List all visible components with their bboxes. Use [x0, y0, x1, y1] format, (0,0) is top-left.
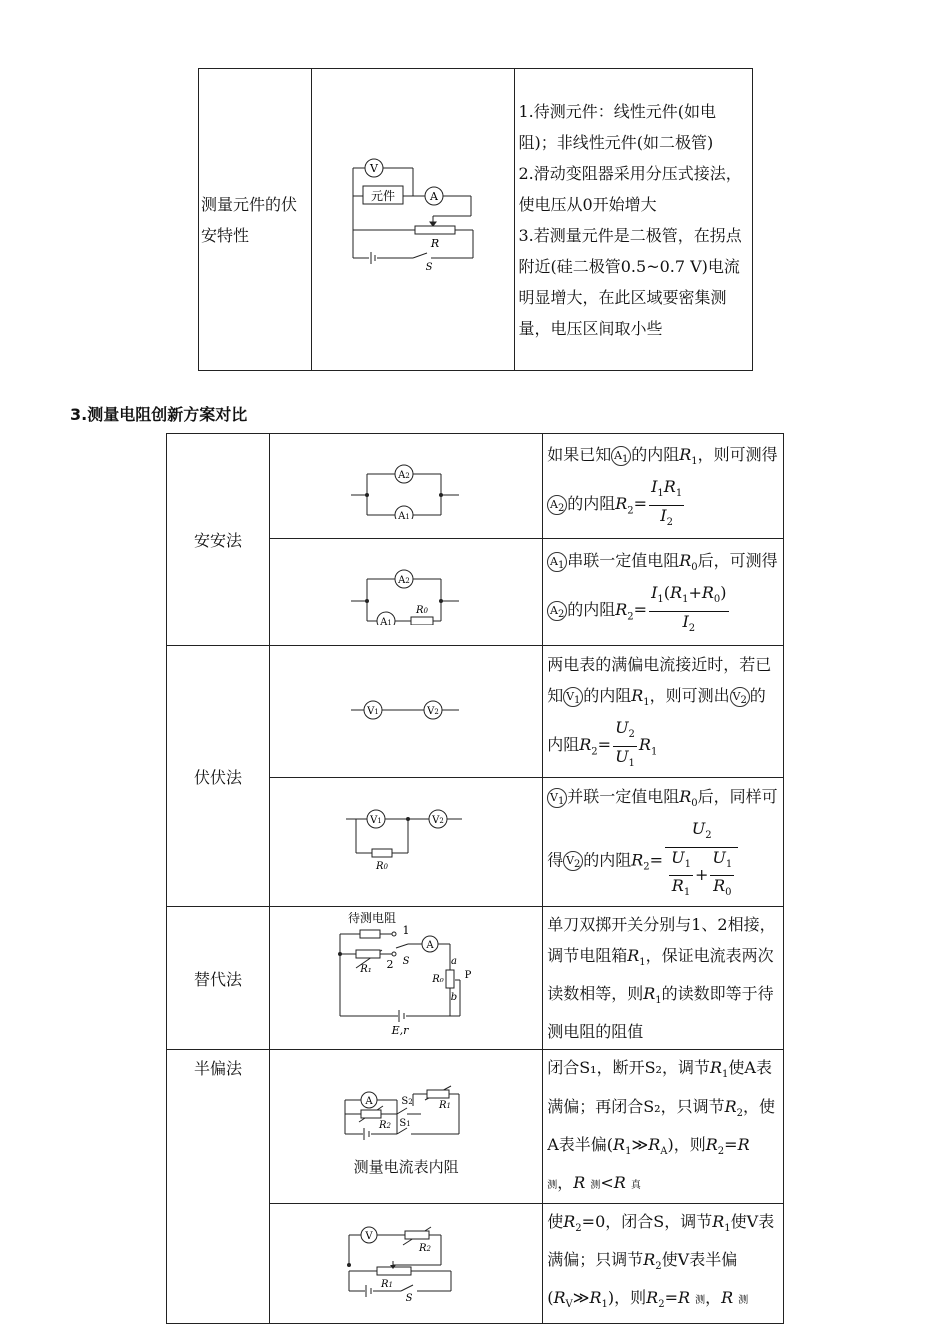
svg-text:R1: R1 — [381, 1279, 394, 1291]
half-diagram-1-cell — [270, 1050, 543, 1204]
r-meas-subscript: 测 — [590, 1179, 601, 1191]
iv-circuit-diagram — [343, 158, 483, 278]
half-text-2e: )，则 — [607, 1288, 647, 1308]
note-3: 3.若测量元件是二极管，在拐点附近(硅二极管0.5~0.7 V)电流明显增大，在此区域要密集测量，电压区间取小些 — [518, 225, 742, 338]
element-label: 元件 — [370, 188, 395, 203]
ammeter-a1-icon: $A_1$ — [547, 552, 567, 572]
diagram-title: 待测电阻 — [348, 912, 397, 926]
notes-cell — [514, 69, 753, 371]
aa-text-2c: 的内阻 — [567, 600, 616, 620]
label-cell — [199, 69, 312, 371]
half-deflection-ammeter-diagram — [341, 1076, 471, 1146]
vv-text-2b: 后，同样可得 — [547, 787, 778, 870]
svg-text:S2: S2 — [401, 1096, 413, 1108]
svg-text:V1: V1 — [367, 705, 380, 717]
svg-text:A1: A1 — [380, 617, 393, 625]
svg-text:R0: R0 — [416, 605, 429, 616]
vv-text-1-cell: 两电表的满偏电流接近时，若已知 $V_1$ 的内阻$R_1$，则可测出 $V_2$ 的内阻$R_2=$ $\frac{U_2}{U_1}$ $R_1$ — [543, 646, 784, 778]
svg-text:V2: V2 — [427, 705, 440, 717]
svg-text:A: A — [365, 1096, 373, 1108]
voltmeter-v1-icon: $V_1$ — [547, 788, 567, 808]
formula-aa-2: $\frac{I_1(R_1+R_0)}{I_2}$ — [651, 583, 727, 634]
aa-text-1d: 的内阻 — [567, 494, 616, 514]
vv-text-1d: 的内阻 — [547, 686, 766, 755]
aa-text-1b: 的内阻 — [631, 445, 680, 465]
svg-text:S1: S1 — [399, 1118, 411, 1130]
voltmeter-v2-icon: $V_2$ — [563, 851, 583, 871]
svg-text:2: 2 — [386, 958, 394, 972]
half-text-2b: =0，闭合S，调节 — [581, 1211, 713, 1231]
half-deflection-voltmeter-diagram — [341, 1221, 471, 1301]
svg-text:a: a — [451, 956, 458, 968]
aa-diagram-1 — [351, 449, 461, 519]
formula-aa-1: $\frac{I_1R_1}{I_2}$ — [651, 477, 683, 528]
aa-text-2b: 后，可测得 — [697, 551, 778, 571]
svg-text:1: 1 — [402, 924, 410, 938]
ammeter-a2-icon: $A_2$ — [547, 601, 567, 621]
vv-label: 伏伏法 — [194, 767, 243, 787]
svg-text:A1: A1 — [398, 511, 411, 519]
vv-text-2-cell: $V_1$ 并联一定值电阻$R_0$后，同样可得 $V_2$ 的内阻$R_2=$ $U_2$ $\frac{U_1}{R_1}$ + $\frac{U_1}{R_0}$ — [543, 778, 784, 907]
half-diagram-2-cell — [270, 1203, 543, 1323]
vv-text-2a: 并联一定值电阻 — [567, 787, 680, 807]
half-label: 半偏法 — [194, 1059, 243, 1079]
half-text-2d: 使V表半偏( — [547, 1250, 738, 1308]
aa-diagram-2 — [351, 555, 461, 625]
aa-text-1a: 如果已知 — [547, 445, 612, 465]
table-iv-characteristics — [198, 68, 753, 371]
aa-diagram-1-cell — [270, 434, 543, 539]
aa-text-2a: 串联一定值电阻 — [567, 551, 680, 571]
half-text-2-cell: 使$R_2=0$，闭合S，调节$R_1$使V表满偏；只调节$R_2$使V表半偏$(R_V≫R_1)$，则$R_2=R$ 测，R 测 — [543, 1203, 784, 1323]
half-label-cell — [167, 1050, 270, 1323]
half-text-1d: )，则 — [667, 1134, 706, 1154]
svg-text:V1: V1 — [370, 815, 383, 826]
switch-label: S — [425, 261, 433, 273]
vv-diagram-2-cell — [270, 778, 543, 907]
diagram-caption: 测量电流表内阻 — [353, 1158, 459, 1177]
aa-text-1c: ，则可测得 — [697, 445, 778, 465]
svg-text:R1: R1 — [439, 1100, 452, 1112]
vv-text-1a: 两电表的满偏电流接近时，若已知 — [547, 655, 772, 706]
diagram-cell — [311, 69, 514, 371]
svg-text:R0: R0 — [376, 861, 389, 872]
note-2: 2.滑动变阻器采用分压式接法，使电压从0开始增大 — [518, 163, 742, 214]
table-resistance-methods — [166, 433, 784, 1324]
svg-text:E,r: E,r — [391, 1024, 409, 1038]
half-text-1c: ，使A表半偏( — [547, 1096, 776, 1154]
svg-text:R2: R2 — [379, 1120, 392, 1132]
sub-text-c: 的读数即等于待测电阻的阻值 — [547, 984, 774, 1042]
svg-text:V2: V2 — [432, 815, 445, 826]
substitution-circuit-diagram — [336, 912, 476, 1040]
svg-text:R2: R2 — [419, 1243, 432, 1255]
half-text-2c: 使V表满偏；只调节 — [547, 1211, 775, 1270]
section-heading: 3.测量电阻创新方案对比 — [70, 405, 248, 424]
ammeter-a2-icon: $A_2$ — [547, 495, 567, 515]
vv-text-1c: ，则可测出 — [649, 686, 730, 706]
vv-diagram-1-cell — [270, 646, 543, 778]
aa-text-1-cell: 如果已知 $A_1$ 的内阻$R_1$，则可测得$A_2$ 的内阻$R_2=$ $\frac{I_1R_1}{I_2}$ — [543, 434, 784, 539]
aa-text-2-cell: $A_1$ 串联一定值电阻$R_0$后，可测得$A_2$ 的内阻$R_2=$ $\frac{I_1(R_1+R_0)}{I_2}$ — [543, 539, 784, 646]
svg-text:R₀: R₀ — [432, 974, 444, 986]
sub-label: 替代法 — [194, 969, 243, 989]
half-text-1-cell: 闭合S₁，断开S₂，调节$R_1$使A表满偏；再闭合S₂，只调节$R_2$，使A表半偏$(R_1≫R_A)$，则$R_2=R$ 测，R 测<R 真 — [543, 1050, 784, 1204]
half-text-1b: 使A表满偏；再闭合S₂，只调节 — [547, 1058, 772, 1116]
svg-text:A2: A2 — [398, 575, 411, 586]
vv-diagram-1 — [351, 695, 461, 725]
vv-text-1b: 的内阻 — [583, 686, 632, 706]
vv-diagram-2 — [346, 805, 466, 875]
svg-text:S: S — [405, 1293, 413, 1302]
voltmeter-label: V — [369, 161, 378, 175]
sub-text-cell: 单刀双掷开关分别与1、2相接，调节电阻箱$R_1$，保证电流表两次读数相等，则$R_1$的读数即等于待测电阻的阻值 — [543, 907, 784, 1050]
aa-diagram-2-cell — [270, 539, 543, 646]
r-true-subscript: 真 — [630, 1179, 641, 1191]
vv-text-2c: 的内阻 — [583, 850, 632, 870]
voltmeter-v1-icon: $V_1$ — [563, 687, 583, 707]
resistor-r0 — [411, 617, 433, 625]
svg-text:R₁: R₁ — [360, 964, 372, 976]
rheostat-label: R — [430, 236, 439, 250]
row-label: 测量元件的伏安特性 — [201, 194, 298, 245]
note-1: 1.待测元件：线性元件(如电阻)；非线性元件(如二极管) — [518, 101, 717, 152]
sub-text-a: 单刀双掷开关分别与1、2相接，调节电阻箱 — [547, 915, 776, 965]
half-text-2a: 使 — [547, 1211, 564, 1231]
formula-vv-1: $\frac{U_2}{U_1}$ — [615, 718, 635, 769]
resistor-r0 — [372, 849, 392, 857]
vv-label-cell — [167, 646, 270, 907]
r-meas-subscript: 测 — [695, 1295, 706, 1307]
svg-text:P: P — [464, 970, 472, 982]
r-meas-subscript: 测 — [547, 1179, 558, 1191]
half-text-1a: 闭合S₁，断开S₂，调节 — [547, 1058, 710, 1078]
formula-vv-2: $U_2$ $\frac{U_1}{R_1}$ + $\frac{U_1}{R_0}$ — [665, 819, 738, 903]
r-meas-subscript: 测 — [738, 1295, 749, 1307]
svg-text:A: A — [426, 940, 434, 952]
svg-text:V: V — [365, 1231, 373, 1243]
svg-text:b: b — [450, 992, 458, 1004]
sub-diagram-cell — [270, 907, 543, 1050]
sub-text-b: ，保证电流表两次读数相等，则 — [547, 946, 774, 1004]
rheostat-box — [415, 226, 455, 234]
aa-label-cell — [167, 434, 270, 646]
svg-text:A2: A2 — [398, 470, 411, 481]
ammeter-label: A — [429, 189, 438, 203]
ammeter-a1-icon: $A_1$ — [611, 446, 631, 466]
svg-text:S: S — [402, 956, 410, 968]
aa-label: 安安法 — [194, 531, 243, 550]
sub-label-cell — [167, 907, 270, 1050]
voltmeter-v2-icon: $V_2$ — [730, 687, 750, 707]
